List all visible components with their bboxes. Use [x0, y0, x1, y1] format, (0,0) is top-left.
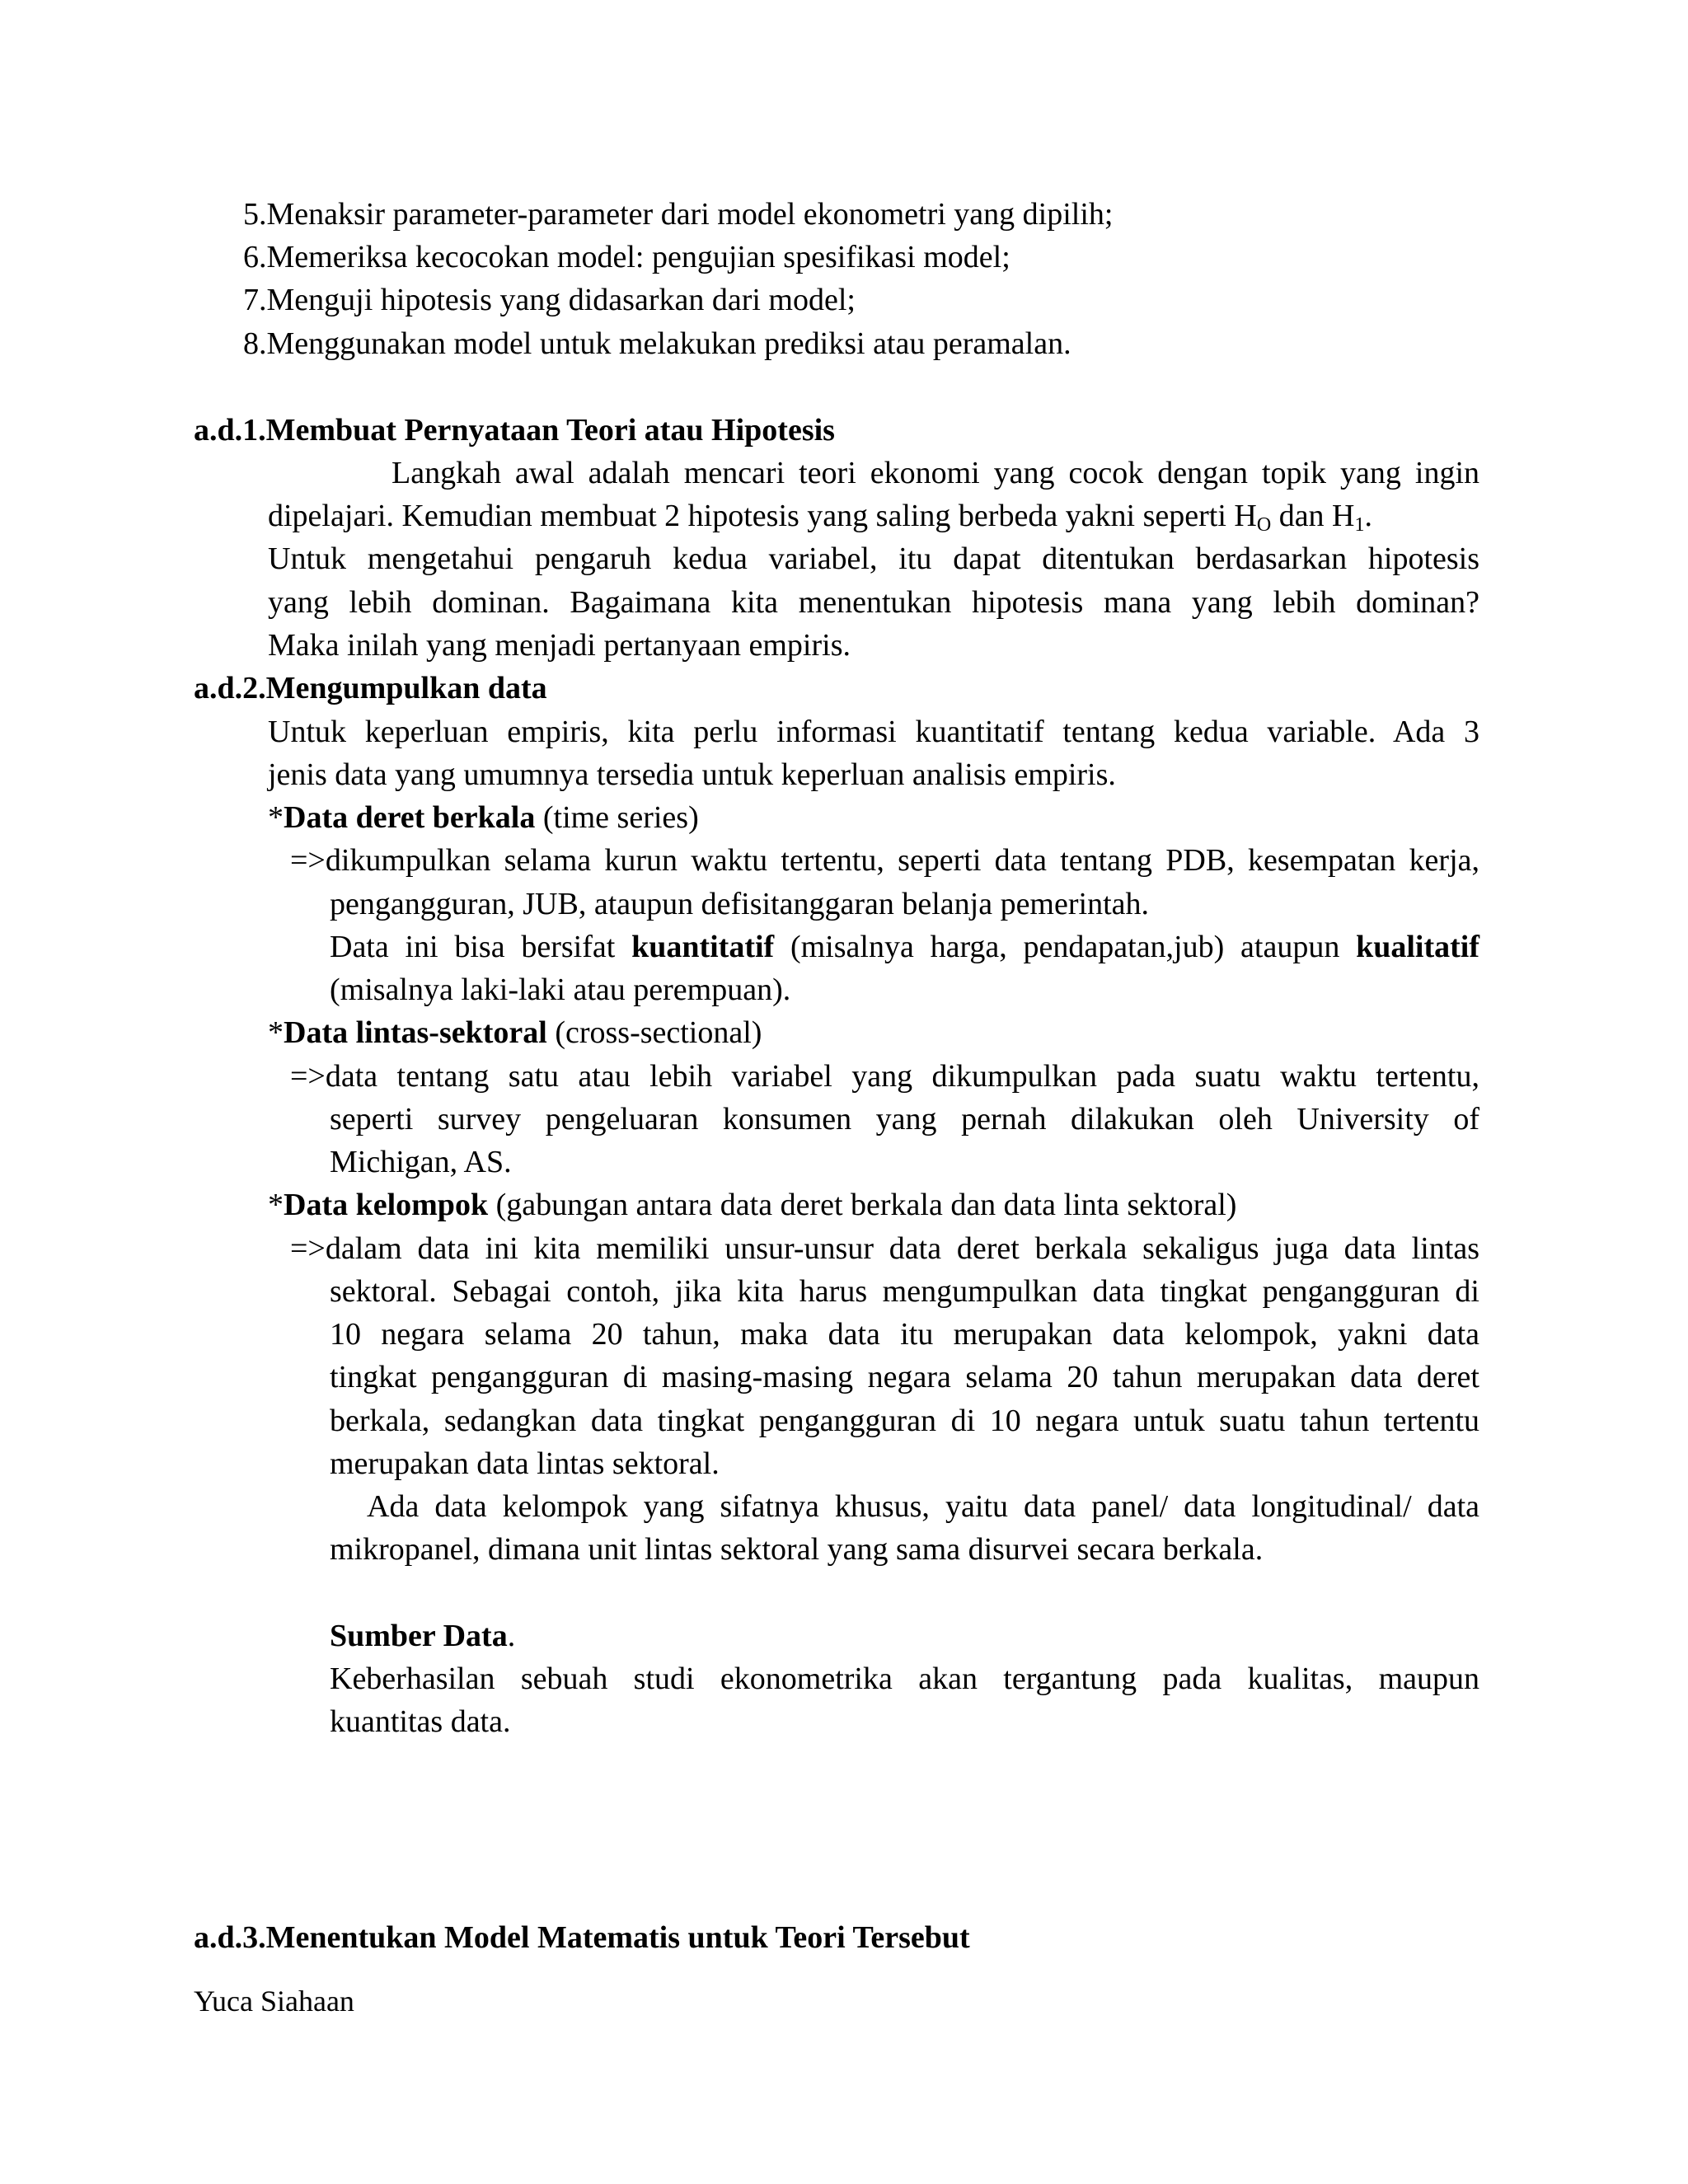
data-source-line: kuantitas data. [330, 1704, 511, 1739]
sec2-intro-line: jenis data yang umumnya tersedia untuk keperluan analisis empiris. [268, 757, 1116, 792]
step-5: 5.Menaksir parameter-parameter dari model ekonometri yang dipilih; [243, 197, 1114, 232]
time-series-line: (misalnya laki-laki atau perempuan). [330, 972, 791, 1007]
step-8: 8.Menggunakan model untuk melakukan prediksi atau peramalan. [243, 326, 1071, 361]
sec1-paragraph-line: Langkah awal adalah mencari teori ekonomi yang cocok dengan topik yang ingin [392, 456, 1479, 490]
sec1-paragraph-line: yang lebih dominan. Bagaimana kita menentukan hipotesis mana yang lebih dominan? [268, 585, 1479, 620]
h1-subscript: 1 [1354, 514, 1365, 536]
pooled-data-line: merupakan data lintas sektoral. [330, 1446, 720, 1481]
cross-section-line: =>data tentang satu atau lebih variabel yang dikumpulkan pada suatu waktu tertentu, [290, 1059, 1479, 1094]
pooled-data-line: sektoral. Sebagai contoh, jika kita harus mengumpulkan data tingkat pengangguran di [330, 1274, 1479, 1309]
footer-author: Yuca Siahaan [194, 1985, 354, 2018]
data-source-line: Keberhasilan sebuah studi ekonometrika akan tergantung pada kualitas, maupun [330, 1661, 1479, 1696]
sec1-paragraph-line: Untuk mengetahui pengaruh kedua variabel, itu dapat ditentukan berdasarkan hipotesis [268, 541, 1479, 576]
time-series-heading: *Data deret berkala (time series) [268, 800, 699, 835]
time-series-line: Data ini bisa bersifat kuantitatif (misalnya harga, pendapatan,jub) ataupun kualitatif [330, 930, 1479, 964]
sec1-paragraph-line: dipelajari. Kemudian membuat 2 hipotesis yang saling berbeda yakni seperti $H_O$ dan $H_1$. [268, 499, 1372, 536]
pooled-data-line: =>dalam data ini kita memiliki unsur-unsur data deret berkala sekaligus juga data lintas [290, 1231, 1479, 1266]
step-6: 6.Memeriksa kecocokan model: pengujian spesifikasi model; [243, 240, 1010, 274]
panel-data-line: mikropanel, dimana unit lintas sektoral yang sama disurvei secara berkala. [330, 1532, 1264, 1567]
section-1-heading: a.d.1.Membuat Pernyataan Teori atau Hipotesis [194, 413, 835, 448]
step-7: 7.Menguji hipotesis yang didasarkan dari model; [243, 283, 856, 317]
section-3-heading: a.d.3.Menentukan Model Matematis untuk Teori Tersebut [194, 1920, 970, 1955]
panel-data-line: Ada data kelompok yang sifatnya khusus, yaitu data panel/ data longitudinal/ data [367, 1489, 1479, 1524]
pooled-data-heading: *Data kelompok (gabungan antara data deret berkala dan data linta sektoral) [268, 1188, 1237, 1222]
time-series-line: pengangguran, JUB, ataupun defisitanggaran belanja pemerintah. [330, 887, 1149, 921]
pooled-data-line: berkala, sedangkan data tingkat pengangguran di 10 negara untuk suatu tahun tertentu [330, 1404, 1479, 1438]
sec2-intro-line: Untuk keperluan empiris, kita perlu informasi kuantitatif tentang kedua variable. Ada 3 [268, 715, 1479, 749]
cross-section-line: seperti survey pengeluaran konsumen yang pernah dilakukan oleh University of [330, 1102, 1479, 1137]
cross-section-heading: *Data lintas-sektoral (cross-sectional) [268, 1015, 762, 1050]
cross-section-line: Michigan, AS. [330, 1145, 512, 1179]
section-2-heading: a.d.2.Mengumpulkan data [194, 671, 547, 705]
time-series-line: =>dikumpulkan selama kurun waktu tertentu, seperti data tentang PDB, kesempatan kerja, [290, 843, 1479, 878]
data-source-heading: Sumber Data. [330, 1619, 516, 1653]
pooled-data-line: 10 negara selama 20 tahun, maka data itu merupakan data kelompok, yakni data [330, 1317, 1479, 1352]
h0-subscript: O [1256, 514, 1272, 536]
pooled-data-line: tingkat pengangguran di masing-masing negara selama 20 tahun merupakan data deret [330, 1360, 1479, 1394]
sec1-paragraph-line: Maka inilah yang menjadi pertanyaan empiris. [268, 628, 851, 663]
